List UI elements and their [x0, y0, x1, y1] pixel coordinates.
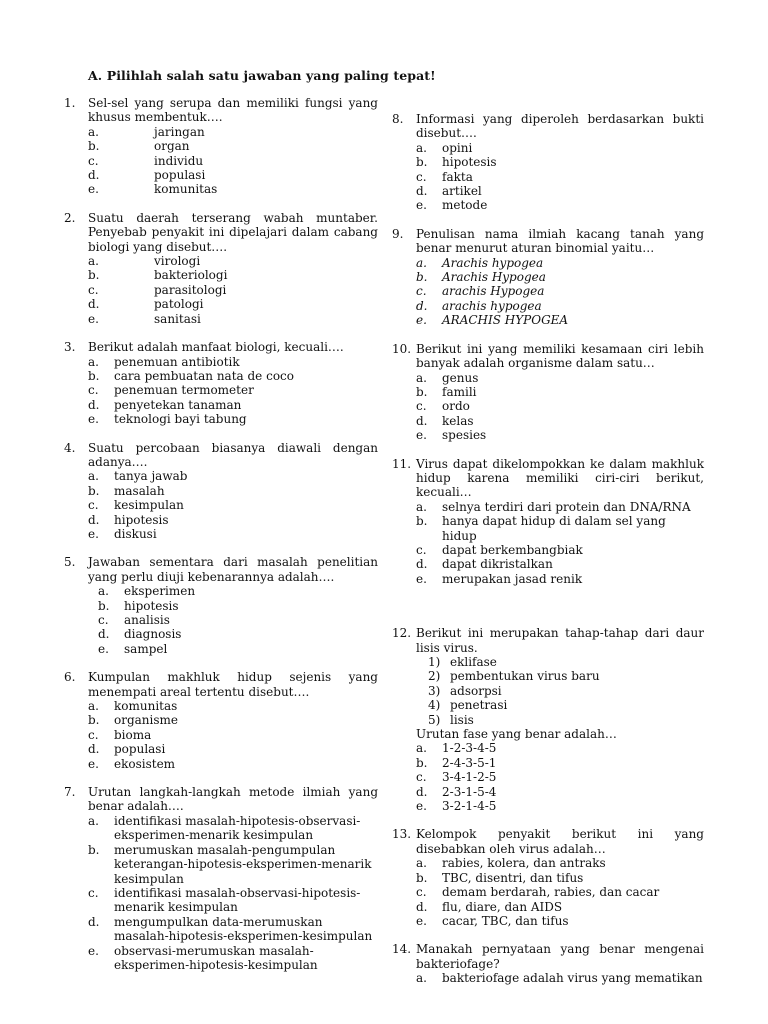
option-letter: a.: [416, 971, 427, 986]
question-13: [392, 827, 704, 928]
option-letter: a.: [88, 254, 99, 269]
step-text: eklifase: [450, 655, 497, 669]
question-text: Suatu daerah terserang wabah muntaber. Penyebab penyakit ini dipelajari dalam cabang biologi yang disebut….: [88, 210, 378, 254]
option-text: fakta: [442, 169, 473, 184]
option-list: [416, 256, 704, 328]
option-list: [416, 500, 704, 586]
option-letter: b.: [88, 483, 100, 498]
answer-option: [416, 885, 704, 899]
question-number: 6.: [64, 670, 76, 685]
option-text: 3-2-1-4-5: [442, 799, 497, 814]
option-text: observasi-merumuskan masalah-eksperimen-hipotesis-kesimpulan: [114, 943, 318, 972]
answer-option: [416, 184, 704, 198]
option-letter: d.: [88, 914, 100, 929]
option-letter: e.: [88, 412, 99, 427]
option-letter: c.: [88, 498, 99, 513]
option-text: populasi: [154, 168, 206, 183]
option-text: hipotesis: [442, 155, 497, 170]
option-text: flu, diare, dan AIDS: [442, 899, 563, 914]
step-text: penetrasi: [450, 698, 508, 713]
answer-option: [88, 944, 378, 973]
option-letter: a.: [88, 354, 99, 369]
step-item: [428, 698, 704, 712]
option-list: [416, 856, 704, 928]
section-title: A. Pilihlah salah satu jawaban yang paling tepat!: [88, 68, 436, 83]
option-letter: e.: [416, 198, 427, 213]
answer-option: [416, 141, 704, 155]
option-letter: e.: [416, 799, 427, 814]
option-letter: a.: [416, 370, 427, 385]
option-text: masalah: [114, 483, 165, 498]
answer-option: [416, 756, 704, 770]
option-letter: d.: [416, 298, 428, 313]
answer-option: [416, 914, 704, 928]
answer-option: [88, 527, 378, 541]
option-text: bioma: [114, 727, 152, 742]
question-text: Kumpulan makhluk hidup sejenis yang menempati areal tertentu disebut….: [88, 670, 378, 699]
option-letter: b.: [98, 598, 110, 613]
option-text: 3-4-1-2-5: [442, 770, 497, 785]
option-list: [98, 584, 378, 656]
question-1: [64, 96, 378, 197]
question-11: [392, 457, 704, 587]
answer-option: [88, 886, 378, 915]
question-number: 2.: [64, 210, 76, 225]
option-list: [88, 469, 378, 541]
answer-option: [416, 256, 704, 270]
option-letter: a.: [98, 584, 109, 599]
step-item: [428, 655, 704, 669]
option-letter: e.: [88, 526, 99, 541]
option-text: ordo: [442, 399, 470, 414]
option-letter: a.: [88, 469, 99, 484]
question-text: Berikut ini merupakan tahap-tahap dari daur lisis virus.: [416, 626, 704, 655]
answer-option: [416, 299, 704, 313]
option-text: artikel: [442, 184, 482, 199]
question-10: [392, 342, 704, 443]
question-number: 10.: [392, 341, 412, 356]
question-4: [64, 441, 378, 542]
question-text: Penulisan nama ilmiah kacang tanah yang benar menurut aturan binomial yaitu…: [416, 226, 704, 256]
option-letter: d.: [416, 413, 428, 428]
option-text: individu: [154, 153, 204, 168]
option-letter: b.: [88, 842, 100, 857]
option-letter: d.: [416, 557, 428, 572]
answer-option: [88, 383, 378, 397]
answer-option: [98, 584, 378, 598]
answer-option: [98, 599, 378, 613]
option-letter: e.: [98, 641, 109, 656]
option-text: 1-2-3-4-5: [442, 741, 497, 756]
option-text: selnya terdiri dari protein dan DNA/RNA: [442, 499, 691, 514]
option-letter: d.: [98, 627, 110, 642]
option-text: demam berdarah, rabies, dan cacar: [442, 885, 660, 900]
option-text: populasi: [114, 742, 166, 757]
option-text: eksperimen: [124, 584, 196, 599]
option-letter: b.: [88, 139, 100, 154]
answer-option: [416, 284, 704, 298]
question-note: Urutan fase yang benar adalah…: [416, 727, 617, 742]
option-text: Arachis hypogea: [442, 255, 544, 270]
answer-option: [88, 355, 378, 369]
answer-option: [88, 268, 378, 282]
question-number: 8.: [392, 112, 404, 126]
option-letter: e.: [416, 428, 427, 443]
answer-option: [88, 312, 378, 326]
option-letter: d.: [416, 899, 428, 914]
question-number: 14.: [392, 942, 412, 957]
option-text: virologi: [154, 254, 201, 269]
option-text: identifikasi masalah-observasi-hipotesis-menarik kesimpulan: [114, 885, 361, 915]
answer-option: [416, 399, 704, 413]
option-list: [88, 254, 378, 326]
option-text: penemuan antibiotik: [114, 354, 240, 369]
option-text: rabies, kolera, dan antraks: [442, 856, 606, 871]
answer-option: [416, 572, 704, 586]
step-label: 2): [428, 669, 441, 684]
question-9: [392, 227, 704, 328]
option-letter: e.: [88, 182, 99, 197]
question-number: 9.: [392, 226, 404, 241]
question-text: Suatu percobaan biasanya diawali dengan adanya….: [88, 440, 378, 469]
option-letter: b.: [416, 870, 428, 885]
question-number: 7.: [64, 785, 76, 800]
option-letter: b.: [88, 268, 100, 283]
option-text: arachis Hypogea: [442, 284, 545, 299]
question-7: [64, 785, 378, 972]
question-text: Informasi yang diperoleh berdasarkan bukti disebut….: [416, 112, 704, 141]
option-letter: d.: [88, 297, 100, 312]
question-text: Sel-sel yang serupa dan memiliki fungsi yang khusus membentuk….: [88, 96, 378, 125]
step-item: [428, 669, 704, 683]
option-text: famili: [442, 384, 477, 399]
option-letter: d.: [416, 184, 428, 199]
option-letter: a.: [416, 499, 427, 514]
option-text: dapat dikristalkan: [442, 557, 553, 572]
answer-option: [416, 313, 704, 327]
question-text: Berikut ini yang memiliki kesamaan ciri lebih banyak adalah organisme dalam satu…: [416, 341, 704, 371]
option-letter: c.: [88, 153, 99, 168]
option-letter: c.: [416, 885, 427, 900]
answer-option: [416, 514, 704, 543]
answer-option: [416, 500, 704, 514]
option-letter: e.: [416, 571, 427, 586]
answer-option: [88, 412, 378, 426]
option-text: cacar, TBC, dan tifus: [442, 913, 569, 928]
answer-option: [416, 785, 704, 799]
step-text: lisis: [450, 712, 474, 727]
question-number: 13.: [392, 827, 412, 842]
option-text: hipotesis: [114, 512, 169, 527]
answer-option: [416, 543, 704, 557]
option-text: ekosistem: [114, 756, 176, 771]
option-text: komunitas: [154, 182, 218, 197]
option-letter: b.: [416, 270, 428, 285]
option-letter: a.: [88, 813, 99, 828]
answer-option: [88, 728, 378, 742]
option-text: hipotesis: [124, 598, 179, 613]
question-text: Jawaban sementara dari masalah penelitian yang perlu diuji kebenarannya adalah….: [88, 555, 378, 584]
option-letter: d.: [88, 742, 100, 757]
option-text: TBC, disentri, dan tifus: [442, 870, 584, 885]
answer-option: [88, 469, 378, 483]
answer-option: [416, 155, 704, 169]
question-2: [64, 211, 378, 326]
option-text: organisme: [114, 713, 179, 728]
option-letter: c.: [88, 885, 99, 900]
answer-option: [88, 498, 378, 512]
question-8: [392, 112, 704, 213]
question-text: Urutan langkah-langkah metode ilmiah yang benar adalah….: [88, 785, 378, 814]
option-letter: e.: [416, 313, 427, 328]
option-letter: e.: [88, 943, 99, 958]
answer-option: [88, 154, 378, 168]
option-letter: c.: [416, 770, 427, 785]
option-text: organ: [154, 139, 190, 154]
option-list: [88, 699, 378, 771]
option-letter: b.: [416, 155, 428, 170]
answer-option: [88, 283, 378, 297]
answer-option: [88, 139, 378, 153]
answer-option: [416, 170, 704, 184]
answer-option: [88, 168, 378, 182]
option-letter: c.: [88, 383, 99, 398]
option-letter: d.: [88, 397, 100, 412]
option-letter: c.: [98, 613, 109, 627]
question-number: 12.: [392, 626, 412, 641]
question-text: Manakah pernyataan yang benar mengenai bakteriofage?: [416, 942, 704, 971]
question-number: 11.: [392, 456, 412, 471]
answer-option: [98, 613, 378, 627]
question-text: Virus dapat dikelompokkan ke dalam makhluk hidup karena memiliki ciri-ciri berikut, kecuali…: [416, 456, 704, 500]
answer-option: [416, 856, 704, 870]
option-letter: c.: [416, 284, 427, 299]
question-number: 4.: [64, 440, 76, 455]
option-text: ARACHIS HYPOGEA: [442, 313, 569, 328]
option-text: genus: [442, 370, 479, 385]
option-text: metode: [442, 198, 488, 213]
option-letter: c.: [416, 169, 427, 184]
answer-option: [88, 369, 378, 383]
answer-option: [416, 371, 704, 385]
answer-option: [88, 254, 378, 268]
option-text: analisis: [124, 613, 170, 627]
option-text: jaringan: [154, 124, 205, 139]
answer-option: [98, 642, 378, 656]
answer-option: [416, 770, 704, 784]
answer-option: [416, 428, 704, 442]
question-12: [392, 626, 704, 813]
answer-option: [88, 814, 378, 843]
option-letter: a.: [416, 255, 427, 270]
option-text: mengumpulkan data-merumuskan masalah-hipotesis-eksperimen-kesimpulan: [114, 914, 373, 944]
option-letter: b.: [416, 755, 428, 770]
question-5: [64, 555, 378, 656]
step-label: 3): [428, 683, 441, 698]
option-letter: e.: [88, 756, 99, 771]
option-letter: d.: [416, 784, 428, 799]
option-text: sampel: [124, 641, 168, 656]
option-list: [416, 741, 704, 813]
option-text: diskusi: [114, 526, 157, 541]
answer-option: [88, 742, 378, 756]
option-text: diagnosis: [124, 627, 182, 642]
step-text: pembentukan virus baru: [450, 669, 600, 684]
answer-option: [416, 198, 704, 212]
question-text: Berikut adalah manfaat biologi, kecuali….: [88, 340, 344, 355]
option-text: merupakan jasad renik: [442, 571, 583, 586]
answer-option: [88, 843, 378, 886]
answer-option: [416, 741, 704, 755]
option-text: merumuskan masalah-pengumpulan keterangan-hipotesis-eksperimen-menarik kesimpulan: [114, 842, 372, 886]
option-text: Arachis Hypogea: [442, 270, 546, 285]
option-text: penyetekan tanaman: [114, 397, 242, 412]
question-number: 5.: [64, 555, 76, 570]
option-letter: c.: [88, 282, 99, 297]
option-text: tanya jawab: [114, 469, 188, 484]
option-text: teknologi bayi tabung: [114, 412, 247, 427]
option-letter: b.: [88, 368, 100, 383]
option-letter: a.: [416, 741, 427, 756]
question-6: [64, 670, 378, 771]
step-label: 1): [428, 655, 441, 669]
question-3: [64, 340, 378, 426]
answer-option: [88, 513, 378, 527]
option-text: patologi: [154, 297, 204, 312]
option-list: [88, 814, 378, 972]
step-list: [428, 655, 704, 727]
option-letter: a.: [88, 699, 99, 714]
option-text: dapat berkembangbiak: [442, 542, 583, 557]
option-letter: e.: [416, 913, 427, 928]
answer-option: [88, 699, 378, 713]
option-text: kelas: [442, 413, 474, 428]
answer-option: [88, 757, 378, 771]
answer-option: [88, 182, 378, 196]
step-label: 4): [428, 698, 441, 713]
answer-option: [416, 557, 704, 571]
option-text: kesimpulan: [114, 498, 184, 513]
option-letter: a.: [416, 140, 427, 155]
answer-option: [416, 414, 704, 428]
option-text: parasitologi: [154, 282, 227, 297]
option-text: penemuan termometer: [114, 383, 254, 398]
option-text: opini: [442, 140, 473, 155]
option-text: sanitasi: [154, 311, 201, 326]
question-14: [392, 942, 704, 985]
option-text: identifikasi masalah-hipotesis-observasi-eksperimen-menarik kesimpulan: [114, 813, 361, 843]
step-label: 5): [428, 712, 441, 727]
step-item: [428, 713, 704, 727]
option-list: [416, 971, 704, 985]
option-letter: e.: [88, 311, 99, 326]
option-list: [88, 355, 378, 427]
option-letter: b.: [416, 514, 428, 529]
option-list: [88, 125, 378, 197]
option-text: cara pembuatan nata de coco: [114, 368, 294, 383]
option-text: arachis hypogea: [442, 298, 542, 313]
option-text: hanya dapat hidup di dalam sel yang hidup: [442, 514, 666, 543]
option-letter: c.: [88, 727, 99, 742]
question-number: 1.: [64, 96, 76, 110]
option-letter: a.: [416, 856, 427, 871]
answer-option: [416, 270, 704, 284]
option-text: bakteriologi: [154, 268, 228, 283]
answer-option: [88, 297, 378, 311]
answer-option: [416, 799, 704, 813]
question-number: 3.: [64, 340, 76, 355]
option-letter: d.: [88, 168, 100, 183]
option-text: 2-4-3-5-1: [442, 755, 497, 770]
answer-option: [88, 125, 378, 139]
answer-option: [88, 484, 378, 498]
option-text: spesies: [442, 428, 487, 443]
question-text: Kelompok penyakit berikut ini yang disebabkan oleh virus adalah…: [416, 827, 704, 856]
answer-option: [416, 900, 704, 914]
answer-option: [88, 713, 378, 727]
option-letter: b.: [416, 384, 428, 399]
option-list: [416, 371, 704, 443]
option-letter: b.: [88, 713, 100, 728]
option-letter: d.: [88, 512, 100, 527]
answer-option: [416, 385, 704, 399]
step-item: [428, 684, 704, 698]
answer-option: [416, 871, 704, 885]
option-letter: a.: [88, 124, 99, 139]
right-column: [392, 112, 704, 1000]
option-letter: c.: [416, 399, 427, 414]
answer-option: [416, 971, 704, 985]
option-list: [416, 141, 704, 213]
left-column: [64, 96, 378, 986]
answer-option: [88, 915, 378, 944]
option-text: 2-3-1-5-4: [442, 784, 497, 799]
step-text: adsorpsi: [450, 683, 502, 698]
option-text: komunitas: [114, 699, 178, 714]
option-letter: c.: [416, 542, 427, 557]
answer-option: [88, 398, 378, 412]
answer-option: [98, 627, 378, 641]
option-text: bakteriofage adalah virus yang mematikan: [442, 971, 703, 986]
